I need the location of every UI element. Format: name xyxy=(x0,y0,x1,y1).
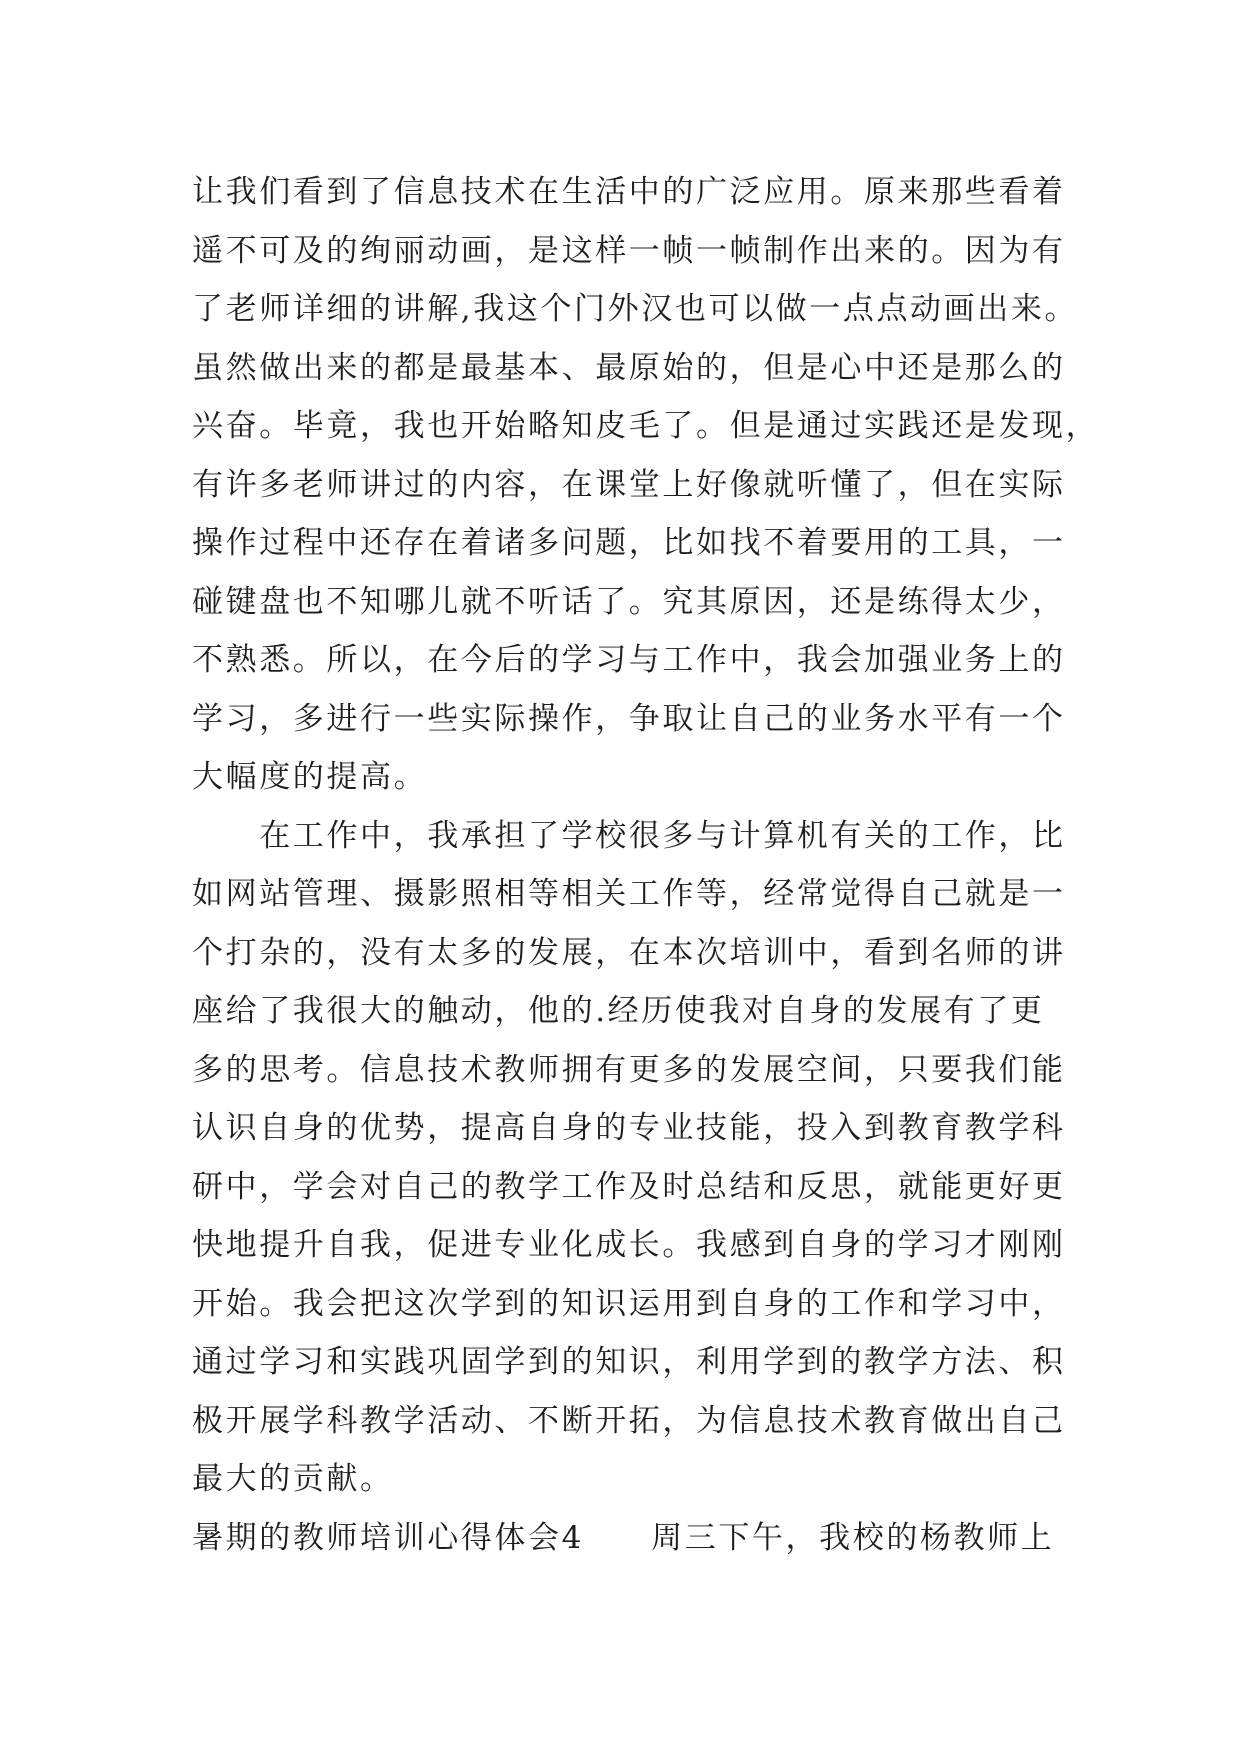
text-line: 让我们看到了信息技术在生活中的广泛应用。原来那些看着 xyxy=(192,174,1066,210)
text-line: 不熟悉。所以，在今后的学习与工作中，我会加强业务上的 xyxy=(192,642,1066,678)
section-heading-line: 暑期的教师培训心得体会4 周三下午，我校的杨教师上 xyxy=(192,1519,1055,1556)
text-line: 虽然做出来的都是最基本、最原始的，但是心中还是那么的 xyxy=(192,349,1066,386)
text-line: 操作过程中还存在着诸多问题，比如找不着要用的工具，一 xyxy=(192,525,1066,561)
text-line: 研中，学会对自己的教学工作及时总结和反思，就能更好更 xyxy=(192,1168,1066,1205)
body-text xyxy=(192,163,1152,1567)
text-line: 遥不可及的绚丽动画，是这样一帧一帧制作出来的。因为有 xyxy=(192,232,1066,269)
text-line: 了老师详细的讲解,我这个门外汉也可以做一点点动画出来。 xyxy=(192,291,1079,327)
text-line: 如网站管理、摄影照相等相关工作等，经常觉得自己就是一 xyxy=(192,876,1066,912)
paragraph-start-line: 在工作中，我承担了学校很多与计算机有关的工作，比 xyxy=(192,817,1066,854)
text-line: 碰键盘也不知哪儿就不听话了。究其原因，还是练得太少， xyxy=(192,583,1066,620)
text-line: 快地提升自我，促进专业化成长。我感到自身的学习才刚刚 xyxy=(192,1227,1066,1263)
text-line: 有许多老师讲过的内容，在课堂上好像就听懂了，但在实际 xyxy=(192,466,1066,503)
text-line: 座给了我很大的触动，他的.经历使我对自身的发展有了更 xyxy=(192,993,1045,1029)
text-line: 多的思考。信息技术教师拥有更多的发展空间，只要我们能 xyxy=(192,1051,1066,1088)
text-line: 极开展学科教学活动、不断开拓，为信息技术教育做出自己 xyxy=(192,1402,1066,1439)
text-line: 大幅度的提高。 xyxy=(192,759,428,795)
text-line: 认识自身的优势，提高自身的专业技能，投入到教育教学科 xyxy=(192,1110,1066,1146)
text-line: 学习，多进行一些实际操作，争取让自己的业务水平有一个 xyxy=(192,700,1066,737)
text-line: 最大的贡献。 xyxy=(192,1461,394,1497)
text-line: 通过学习和实践巩固学到的知识，利用学到的教学方法、积 xyxy=(192,1344,1066,1380)
text-line: 个打杂的，没有太多的发展，在本次培训中，看到名师的讲 xyxy=(192,934,1066,971)
text-line: 开始。我会把这次学到的知识运用到自身的工作和学习中， xyxy=(192,1285,1066,1322)
text-line: 兴奋。毕竟，我也开始略知皮毛了。但是通过实践还是发现， xyxy=(192,408,1100,444)
